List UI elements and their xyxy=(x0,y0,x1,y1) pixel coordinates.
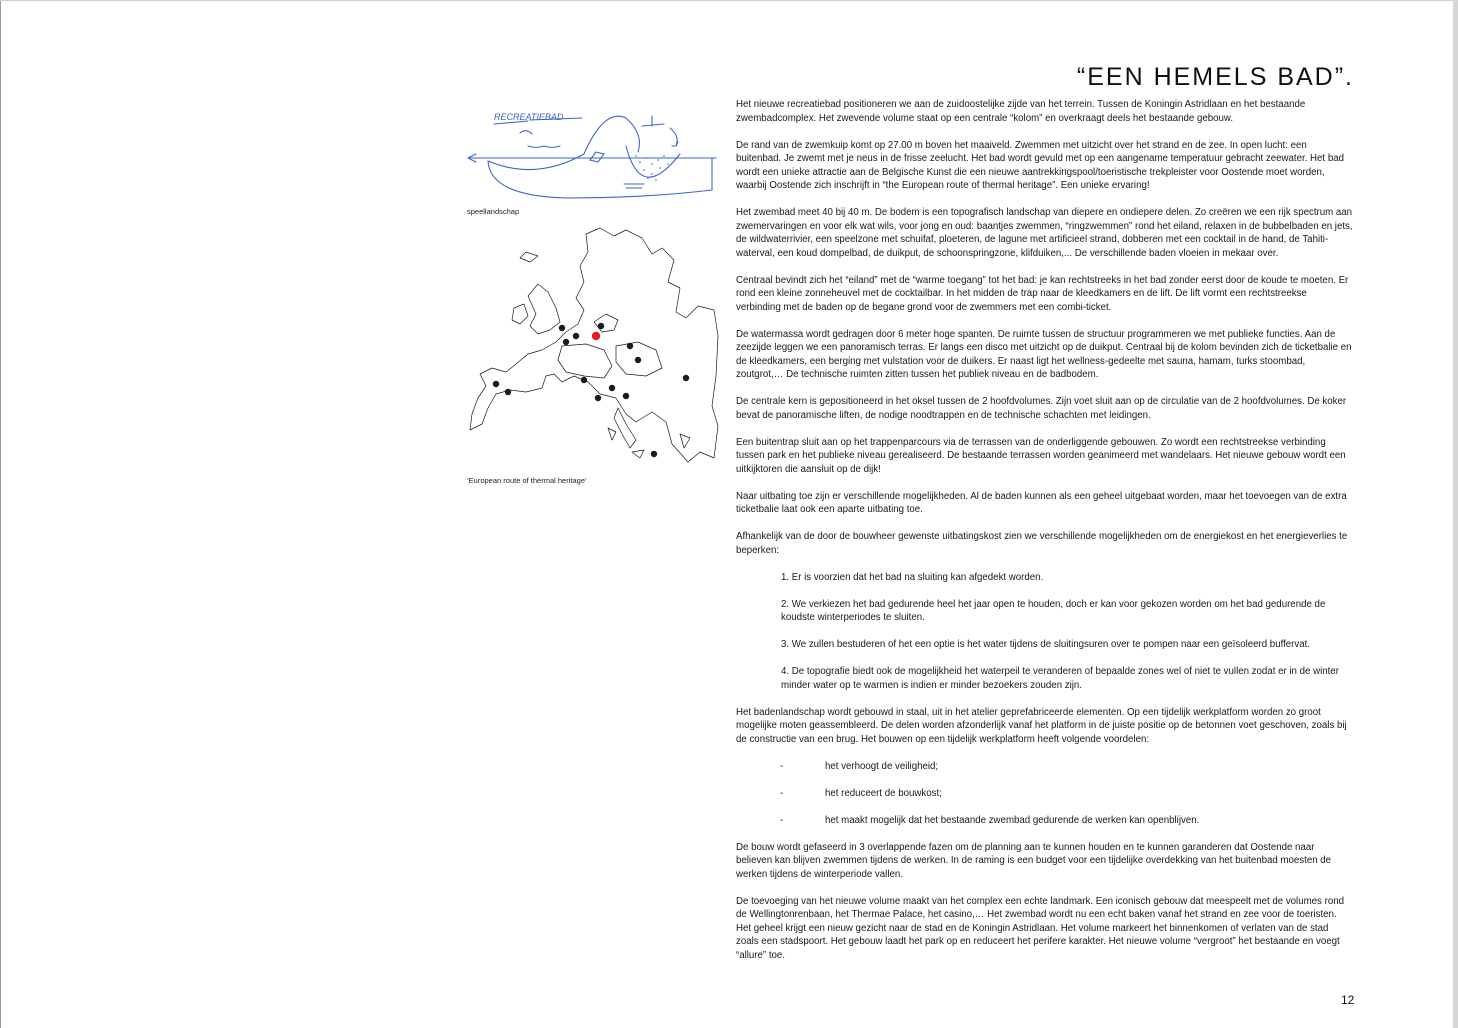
bullet-item xyxy=(736,787,1353,801)
sketch-steps xyxy=(624,184,644,188)
map-spa-marker xyxy=(573,333,579,339)
map-spa-marker xyxy=(505,389,511,395)
map-spa-marker xyxy=(493,381,499,387)
bullet-dash: - xyxy=(780,814,784,826)
map-spa-marker xyxy=(683,375,689,381)
sketch-arrow xyxy=(670,128,678,146)
paragraph: De bouw wordt gefaseerd in 3 overlappende fazen om de planning aan te kunnen houden en te kunnen garanderen dat Oostende naar believen kan blijven zwemmen tijdens de werken. In de raming is een budget voor een tijdelijke overdekking van het buitenbad moesten de werken tijdens de winterperiode vallen. xyxy=(736,841,1332,880)
sketch-label: RECREATIEBAD xyxy=(494,112,564,122)
map-spa-marker xyxy=(595,395,601,401)
paragraph: De centrale kern is gepositioneerd in het oksel tussen de 2 hoofdvolumes. Zijn voet sluit aan op de circulatie van de 2 hoofdvolumes. De koker bevat de panoramische liften, de nodige noodtrappen en de technische schachten met leidingen. xyxy=(736,396,1347,421)
paragraph: Het nieuwe recreatiebad positioneren we aan de zuidoostelijke zijde van het terrein. Tussen de Koningin Astridlaan en het bestaande zwembadcomplex. Het zwevende volume staat op een centrale “kolom” en overkraagt deels het bestaande gebouw. xyxy=(736,99,1306,124)
page-title: “EEN HEMELS BAD”. xyxy=(1076,63,1354,91)
sketch-ripple xyxy=(528,146,560,148)
map-greece-island xyxy=(680,434,690,448)
map-caption: ‘European route of thermal heritage’ xyxy=(467,476,587,485)
map-spa-markers xyxy=(493,323,689,457)
europe-map-image xyxy=(466,226,720,471)
map-italy xyxy=(614,408,636,448)
bullet-item xyxy=(736,760,1353,774)
paragraph: De rand van de zwemkuip komt op 27.00 m boven het maaiveld. Zwemmen met uitzicht over het strand en de zee. In open lucht: een buitenbad. Je zwemt met je neus in de frisse zeelucht. Het bad wordt gevuld met op een aangename temperatuur gebracht zeewater. Het bad wordt een unieke attractie aan de Belgische Kunst die een nieuwe aantrekkingspool/toeristische trekpleister voor Oostende moet worden, waarbij Oostende zich inschrijft in “the European route of thermal heritage”. Een unieke ervaring! xyxy=(736,139,1344,191)
map-spa-marker xyxy=(559,325,565,331)
numbered-item: 1. Er is voorzien dat het bad na sluiting kan afgedekt worden. xyxy=(781,571,1044,583)
paragraph: Naar uitbating toe zijn er verschillende mogelijkheden. Al de baden kunnen als een geheel uitgebaat worden, maar het toevoegen van de extra ticketbalie laat ook een aparte uitbating toe. xyxy=(736,490,1347,515)
bullet-item xyxy=(736,814,1353,828)
map-ireland xyxy=(512,304,528,324)
map-spa-marker xyxy=(598,323,604,329)
body-text xyxy=(736,98,1353,976)
bullet-text: het reduceert de bouwkost; xyxy=(825,787,942,799)
map-denmark xyxy=(594,314,618,332)
paragraph: Afhankelijk van de door de bouwheer gewenste uitbatingskost zien we verschillende mogelijkheden om de energiekost en het energieverlies te beperken: xyxy=(736,531,1348,556)
map-spa-marker xyxy=(635,357,641,363)
sketch-basin xyxy=(626,146,680,177)
bullet-text: het maakt mogelijk dat het bestaande zwembad gedurende de werken kan openblijven. xyxy=(825,814,1200,826)
map-iceland xyxy=(520,252,538,262)
sketch-ground xyxy=(488,158,712,198)
paragraph: De watermassa wordt gedragen door 6 meter hoge spanten. De ruimte tussen de structuur programmeren we met publieke functies. Aan de zeezijde leggen we een panoramisch terras. Er langs een disco met uitzicht op de duikput. Centraal bij de kolom bevinden zich de ticketbalie en de kleedkamers, een berging met vulstation voor de duikers. Er naast ligt het wellness-gedeelte met sauna, hamam, turks stoombad, zoutgrot,… De technische ruimten zitten tussen het publiek niveau en de badbodem. xyxy=(736,328,1352,380)
map-spa-marker xyxy=(563,339,569,345)
bullet-text: het verhoogt de veiligheid; xyxy=(825,760,939,772)
sketch-board xyxy=(642,116,664,126)
page-edge-left xyxy=(0,0,1,1028)
paragraph: Centraal bevindt zich het “eiland” met de “warme toegang” tot het bad: je kan rechtstreeks in het bad zonder eerst door de koude te moeten. Er rond een kleine zonneheuvel met de cocktailbar. In het midden de trap naar de kleedkamers en de lift. De lift vormt een rechtstreekse verbinding met de baden op de begane grond voor de zwemmers met een combi-ticket. xyxy=(736,274,1349,313)
map-spa-marker xyxy=(609,385,615,391)
map-spa-marker xyxy=(627,343,633,349)
bullet-dash: - xyxy=(780,787,784,799)
numbered-item: 4. De topografie biedt ook de mogelijkheid het waterpeil te veranderen of bepaalde zones wel of niet te vullen zodat er in de winter minder water op te warmen is indien er minder bezoekers zouden zijn. xyxy=(781,666,1339,691)
map-great-britain xyxy=(528,284,560,334)
sketch-wave xyxy=(488,116,640,169)
sketch-caption: speellandschap xyxy=(467,207,520,216)
map-spa-marker xyxy=(651,451,657,457)
numbered-item: 2. We verkiezen het bad gedurende heel het jaar open te houden, doch er kan voor gekozen worden om het bad gedurende de koudste winterperiodes te sluiten. xyxy=(781,598,1326,623)
page-edge-right xyxy=(1453,0,1458,1028)
map-sardinia xyxy=(608,428,616,440)
map-mainland-outline xyxy=(470,228,718,462)
sketch-element xyxy=(590,152,604,162)
paragraph: Het zwembad meet 40 bij 40 m. De bodem is een topografisch landschap van diepere en ondiepere delen. Zo creëren we een rijk spectrum aan zwemervaringen en voor elk wat wils, voor jong en oud: baantjes zwemmen, “ringzwemmen” rond het eiland, relaxen in de bubbelbaden en jets, de wildwaterrivier, een speelzone met schuifaf, ploeteren, de lagune met artificieel strand, dobberen met een cocktail in de hand, de Tahiti-waterval, een koud dompelbad, de duikput, de schoonspringzone, klifduiken,... De verschillende baden vloeien in mekaar over. xyxy=(736,207,1353,259)
sketch-stroke xyxy=(520,131,532,134)
numbered-item: 3. We zullen bestuderen of het een optie is het water tijdens de sluitingsuren over te pompen naar een geïsoleerd buffervat. xyxy=(781,639,1311,650)
map-spa-marker xyxy=(623,393,629,399)
map-sicily xyxy=(632,450,644,458)
paragraph: De toevoeging van het nieuwe volume maakt van het complex een echte landmark. Een iconisch gebouw dat meespeelt met de volumes rond de Wellingtonrenbaan, het Thermae Palace, het casino,… Het zwembad wordt nu een echt baken vanaf het strand en zee voor de toeristen. Het geheel krijgt een nieuw gezicht naar de stad en de Koningin Astridlaan. Het volume markeert het binnenkomen of verlaten van de stad zoals een stadspoort. Het gebouw laadt het park op en reduceert het perifere karakter. Het nieuwe volume “vergroot” het bestaande en voegt “allure” toe. xyxy=(736,895,1344,961)
page-number: 12 xyxy=(1341,993,1355,1007)
bullet-dash: - xyxy=(780,760,784,772)
paragraph: Het badenlandschap wordt gebouwd in staal, uit in het atelier geprefabriceerde elementen. Op een tijdelijk werkplatform worden zo groot mogelijke moten geassembleerd. De delen worden afzonderlijk vanaf het platform in de juiste positie op de betonnen voet geschoven, zoals bij de constructie van een brug. Het bouwen op een tijdelijk werkplatform heeft volgende voordelen: xyxy=(736,706,1347,745)
paragraph: Een buitentrap sluit aan op het trappenparcours via de terrassen van de onderliggende gebouwen. Zo wordt een rechtstreekse verbinding tussen park en het publieke niveau gerealiseerd. De bestaande terrassen worden geanimeerd met wandelaars. Het nieuwe gebouw wordt een uitkijktoren die aansluit op de dijk! xyxy=(736,436,1346,475)
pool-sketch-image xyxy=(466,106,720,206)
map-oostende-marker xyxy=(592,332,600,340)
map-spa-marker xyxy=(581,377,587,383)
map-central-region xyxy=(558,344,612,378)
page-edge-top xyxy=(0,0,1458,1)
